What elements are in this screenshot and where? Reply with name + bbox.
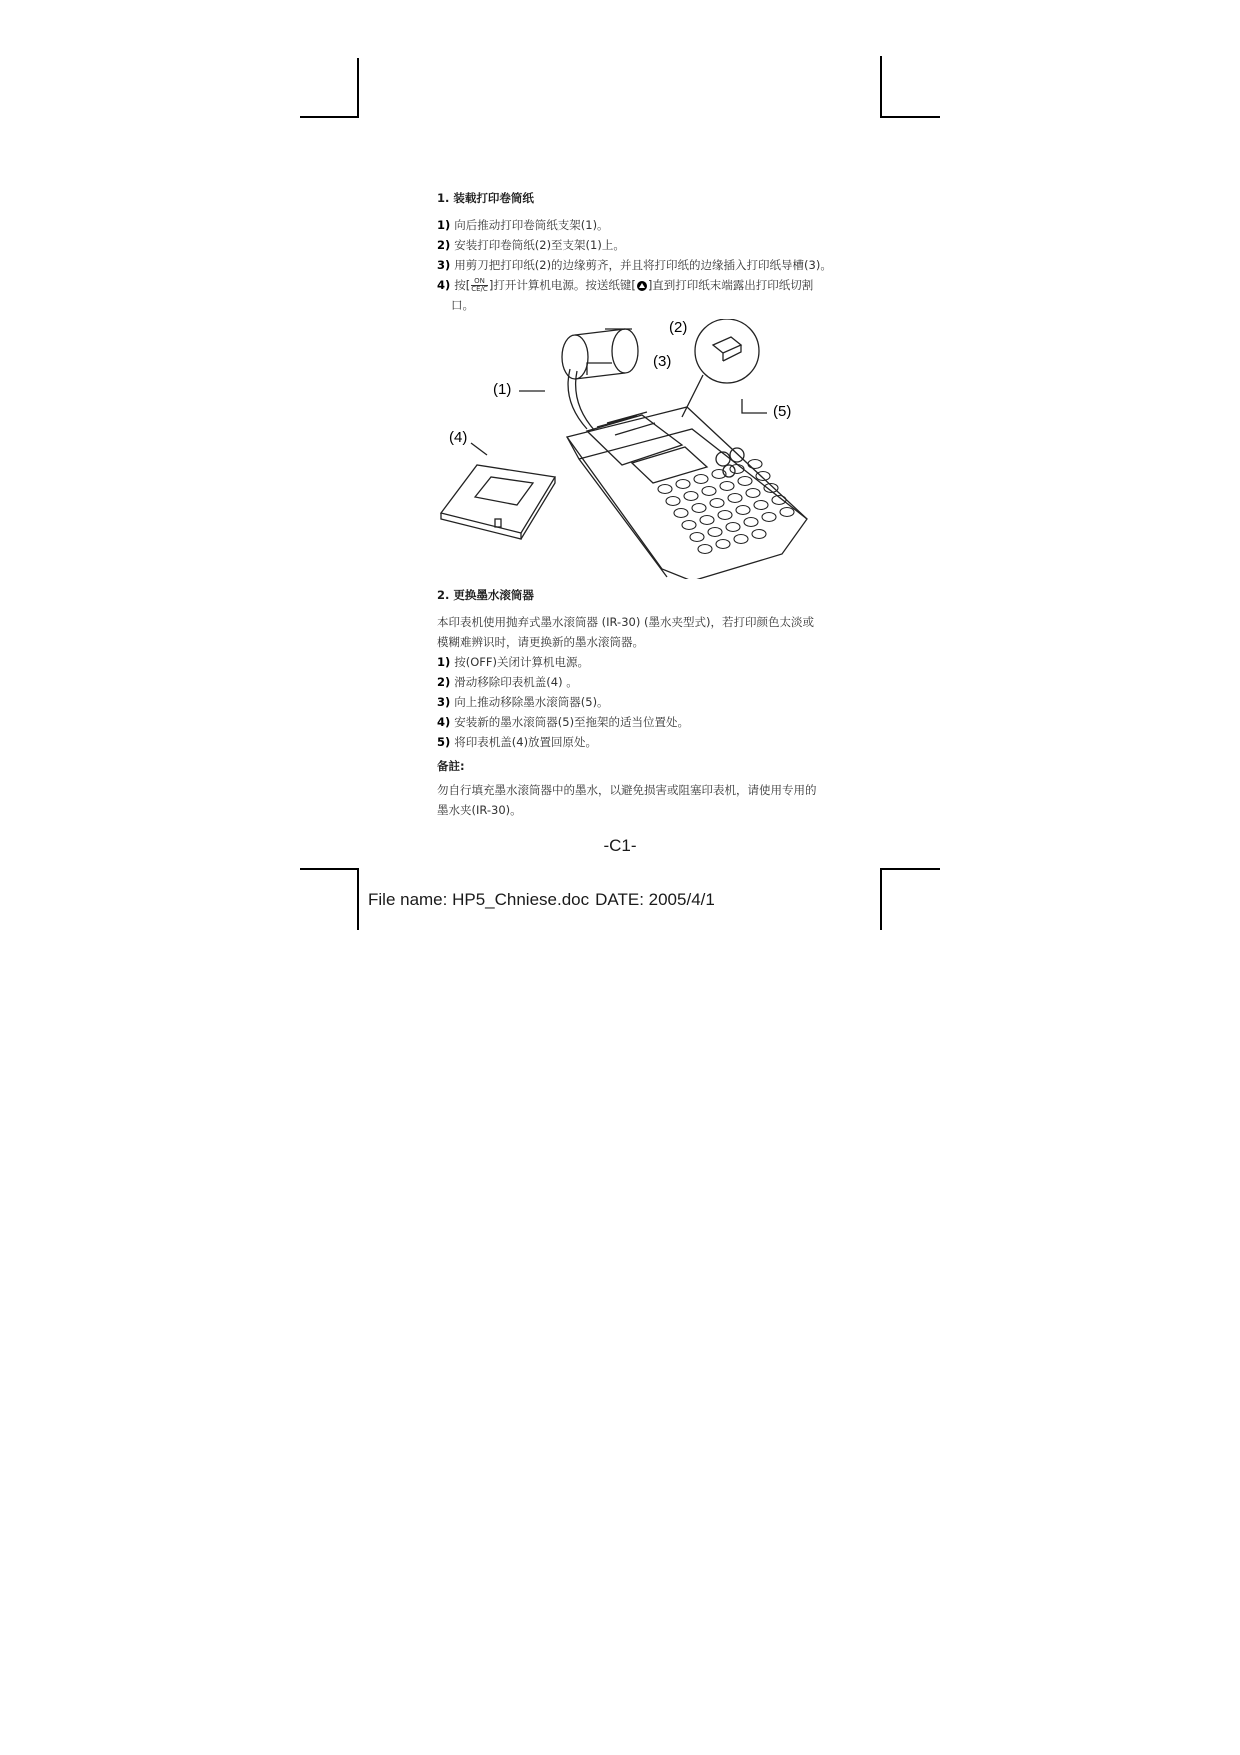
step-2-1 <box>437 652 857 672</box>
step-number: 3) <box>437 695 451 709</box>
step-number: 4) <box>437 278 451 292</box>
step-number: 3) <box>437 258 451 272</box>
callout-1: (1) <box>493 381 512 398</box>
step-text-b: ]打开计算机电源。按送纸键[ <box>488 278 636 292</box>
document-content <box>437 190 857 820</box>
crop-mark-top-left-v <box>357 58 359 118</box>
callout-5: (5) <box>773 403 792 420</box>
step-text-c: ]直到打印纸末端露出打印纸切割 <box>647 278 814 292</box>
step-text: 按(OFF)关闭计算机电源。 <box>454 655 590 669</box>
step-2-3 <box>437 692 857 712</box>
step-1-2 <box>437 235 857 255</box>
step-text: 安装新的墨水滚筒器(5)至拖架的适当位置处。 <box>454 715 690 729</box>
crop-mark-top-left-h <box>300 116 358 118</box>
printing-calculator-illustration <box>437 319 857 579</box>
callout-3: (3) <box>653 353 672 370</box>
file-info <box>368 890 715 910</box>
step-number: 2) <box>437 238 451 252</box>
crop-mark-bottom-right-h <box>880 868 940 870</box>
file-name: File name: HP5_Chniese.doc <box>368 890 590 909</box>
note-text-1: 勿自行填充墨水滚筒器中的墨水，以避免损害或阻塞印表机，请使用专用的 <box>437 783 817 797</box>
key-top: ON <box>471 278 488 286</box>
calculator-diagram <box>437 319 857 579</box>
step-text: 用剪刀把打印纸(2)的边缘剪齐，并且将打印纸的边缘插入打印纸导槽(3)。 <box>454 258 832 272</box>
file-date: DATE: 2005/4/1 <box>595 890 715 909</box>
step-number: 4) <box>437 715 451 729</box>
step-1-1 <box>437 215 857 235</box>
step-text: 向上推动移除墨水滚筒器(5)。 <box>454 695 609 709</box>
callout-4: (4) <box>449 429 468 446</box>
step-1-3 <box>437 255 857 275</box>
step-text: 将印表机盖(4)放置回原处。 <box>454 735 598 749</box>
section-2-intro-2: 模糊难辨识时，请更换新的墨水滚筒器。 <box>437 635 644 649</box>
step-text: 滑动移除印表机盖(4) 。 <box>454 675 578 689</box>
step-2-4 <box>437 712 857 732</box>
key-bottom: CE/C <box>471 285 488 293</box>
step-text: 安装打印卷筒纸(2)至支架(1)上。 <box>454 238 625 252</box>
crop-mark-top-right-v <box>880 56 882 118</box>
step-1-4-cont <box>437 295 857 315</box>
step-text-d: 口。 <box>451 298 474 312</box>
section-2-title: 2. 更换墨水滚筒器 <box>437 588 534 602</box>
section-2-intro-1: 本印表机使用抛弃式墨水滚筒器 (IR-30) (墨水夹型式)，若打印颜色太淡或 <box>437 615 814 629</box>
step-text: 向后推动打印卷筒纸支架(1)。 <box>454 218 609 232</box>
page-number: -C1- <box>603 836 637 855</box>
step-number: 5) <box>437 735 451 749</box>
crop-mark-bottom-left-h <box>300 868 358 870</box>
on-ce-key-icon <box>471 278 488 293</box>
crop-mark-bottom-left-v <box>357 868 359 930</box>
step-number: 2) <box>437 675 451 689</box>
callout-2: (2) <box>669 319 688 336</box>
crop-mark-top-right-h <box>880 116 940 118</box>
section-1-title: 1. 装载打印卷筒纸 <box>437 191 534 205</box>
step-2-5 <box>437 732 857 752</box>
step-2-2 <box>437 672 857 692</box>
step-1-4 <box>437 275 857 295</box>
crop-mark-bottom-right-v <box>880 868 882 930</box>
step-text-a: 按[ <box>454 278 471 292</box>
note-text-2: 墨水夹(IR-30)。 <box>437 803 522 817</box>
step-number: 1) <box>437 655 451 669</box>
note-title: 备註: <box>437 759 465 773</box>
paper-feed-key-icon <box>637 281 647 291</box>
step-number: 1) <box>437 218 451 232</box>
